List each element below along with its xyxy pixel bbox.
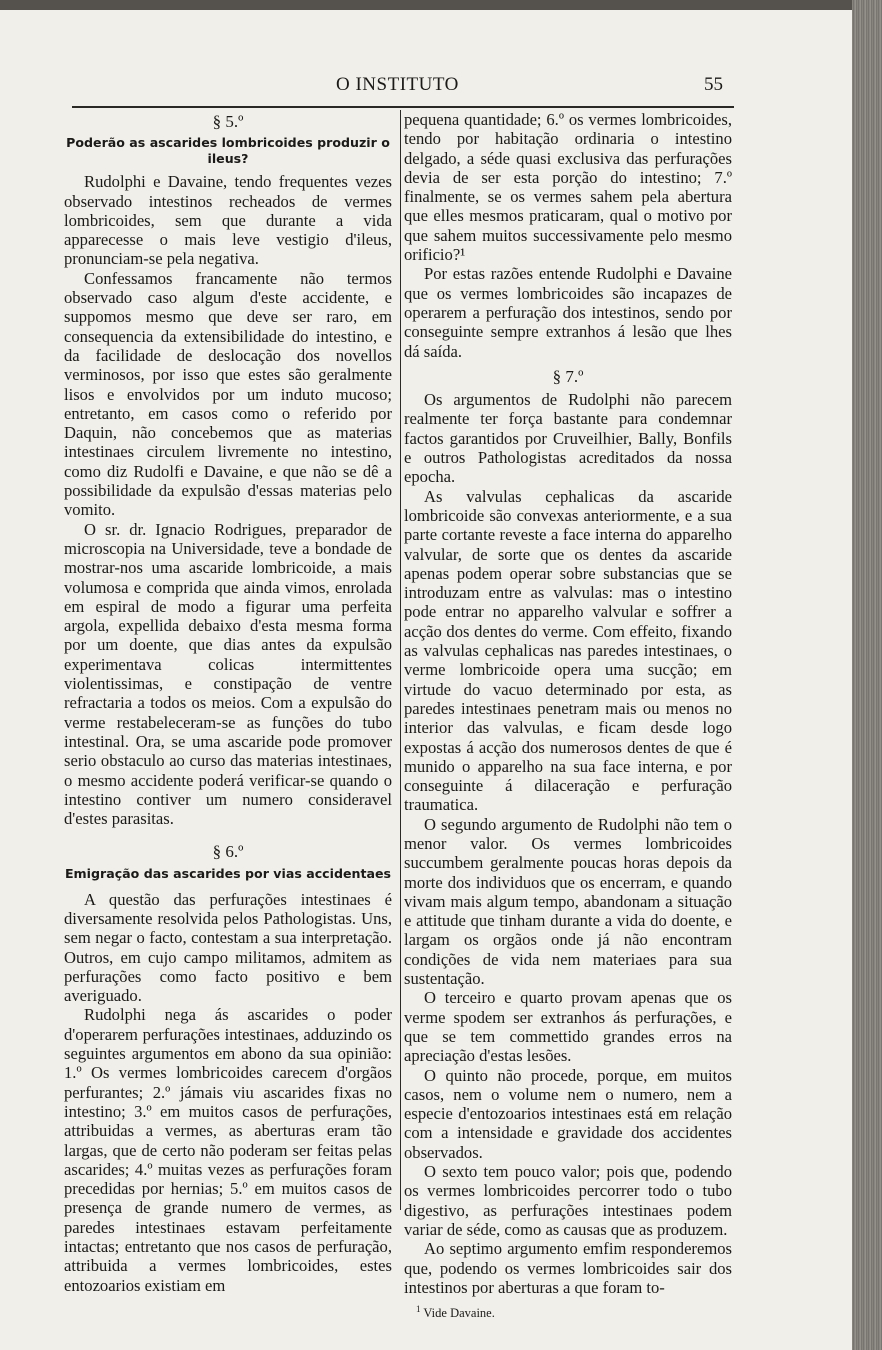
section-5-heading: § 5.º bbox=[212, 112, 244, 131]
section-5-title: Poderão as ascarides lombricoides produzir o ileus? bbox=[66, 135, 390, 167]
paragraph: Os argumentos de Rudolphi não parecem realmente ter força bastante para condemnar factos garantidos por Cruveilhier, Bally, Bonfils e outros Pathologistas acreditados da nossa epocha. bbox=[404, 390, 732, 487]
page-number: 55 bbox=[704, 74, 723, 95]
running-title: O INSTITUTO bbox=[336, 74, 459, 95]
paragraph: O segundo argumento de Rudolphi não tem o menor valor. Os vermes lombricoides succumbem geralmente poucas horas depois da morte dos individuos que os encerram, e quando vivam mais algum tempo, abandonam a situação e attitude que tinham durante a vida do doente, e largam os orgãos onde já não encontram condições de vida nem materiaes para sua sustentação. bbox=[404, 814, 732, 989]
paragraph: O terceiro e quarto provam apenas que os verme spodem ser extranhos ás perfurações, e que se tem commettido grandes erros na apreciação d'estas lesões. bbox=[404, 988, 732, 1066]
paragraph: O quinto não procede, porque, em muitos casos, nem o volume nem o numero, nem a especie d'entozoarios intestinaes está em relação com a intensidade e gravidade dos accidentes observados. bbox=[404, 1065, 732, 1162]
footnote-text: Vide Davaine. bbox=[423, 1306, 495, 1321]
section-7-heading: § 7.º bbox=[552, 366, 584, 386]
paragraph: Rudolphi e Davaine, tendo frequentes vezes observado intestinos recheados de vermes lombricoides, sem que durante a vida apparecesse o mais leve vestigio d'ileus, pronunciam-se pela negativa. bbox=[64, 172, 392, 269]
header-rule bbox=[72, 106, 734, 108]
right-column bbox=[404, 110, 732, 1324]
section-6-title: Emigração das ascarides por vias accidentaes bbox=[64, 865, 392, 881]
paragraph: Confessamos francamente não termos observado caso algum d'este accidente, e suppomos mesmo que deve ser raro, em consequencia da extensibilidade do intestino, e da facilidade de deslocação dos novellos verminosos, por isso que estes são geralmente lisos e envolvidos por um induto mucoso; entretanto, em casos como o referido por Daquin, não concebemos que as materias intestinaes circulem livremente no intestino, como diz Rudolfi e Davaine, e que não se dê a possibilidade da expulsão d'essas materias pelo vomito. bbox=[64, 268, 392, 520]
paragraph: O sr. dr. Ignacio Rodrigues, preparador de microscopia na Universidade, teve a bondade de mostrar-nos uma ascaride lombricoide, a mais volumosa e comprida que ainda vimos, enrolada em espiral de modo a figurar uma perfeita argola, expellida debaixo d'esta mesma forma por um doente, que dias antes da expulsão experimentava colicas intermittentes violentissimas, e constipação de ventre refractaria a todos os meios. Com a expulsão do verme restabeleceram-se as funções do tubo intestinal. Ora, se uma ascaride pode promover serio obstaculo ao curso das materias intestinaes, o mesmo accidente poderá verificar-se quando o intestino contiver um numero consideravel d'estes parasitas. bbox=[64, 519, 392, 829]
paragraph: As valvulas cephalicas da ascaride lombricoide são convexas anteriormente, e a sua parte cortante reveste a face interna do apparelho valvular, de sorte que os dentes da ascaride apenas podem operar sobre substancias que se introduzam entre as valvulas: mas o intestino pode entrar no apparelho valvular e soffrer a acção dos dentes do verme. Com effeito, fixando as valvulas cephalicas nas paredes intestinaes, o verme lombricoide opera uma sucção; em virtude do vacuo determinado por esta, as paredes intestinaes penetram mais ou menos no interior das valvulas, e ficam desde logo expostas á acção dos numerosos dentes de que é munido o apparelho na sua face interna, e por conseguinte á dilaceração e perfuração traumatica. bbox=[404, 486, 732, 815]
left-column bbox=[64, 110, 392, 1295]
paragraph: pequena quantidade; 6.º os vermes lombricoides, tendo por habitação ordinaria o intestino delgado, a séde quasi exclusiva das perfurações devia de ser esta porção do intestino; 7.º finalmente, se os vermes sahem pela abertura que elles mesmos praticaram, qual o motivo por que sahem muitos successivamente pelo mesmo orificio?¹ bbox=[404, 110, 732, 265]
paragraph: A questão das perfurações intestinaes é diversamente resolvida pelos Pathologistas. Uns, sem negar o facto, contestam a sua interpretação. Outros, em cujo campo militamos, admitem as perfurações como facto positivo e bem averiguado. bbox=[64, 889, 392, 1006]
book-page bbox=[0, 10, 852, 1350]
footnote-mark: 1 bbox=[416, 1304, 421, 1315]
section-6-heading: § 6.º bbox=[212, 842, 244, 862]
paragraph: O sexto tem pouco valor; pois que, podendo os vermes lombricoides percorrer todo o tubo digestivo, as perfurações intestinaes podem variar de séde, como as causas que as produzem. bbox=[404, 1162, 732, 1239]
book-edge bbox=[852, 0, 882, 1350]
footnote bbox=[404, 1300, 732, 1323]
paragraph: Ao septimo argumento emfim responderemos que, podendo os vermes lombricoides sair dos intestinos por aberturas a que foram to- bbox=[404, 1239, 732, 1297]
scan-top-band bbox=[0, 0, 882, 10]
page-header bbox=[0, 74, 852, 98]
paragraph: Rudolphi nega ás ascarides o poder d'operarem perfurações intestinaes, adduzindo os seguintes argumentos em abono da sua opinião: 1.º Os vermes lombricoides carecem d'orgãos perfurantes; 2.º jámais viu ascarides fixas no intestino; 3.º em muitos casos de perfurações, attribuidas a vermes, as aberturas eram tão largas, que de certo não poderam ser feitas pelas ascarides; 4.º muitas vezes as perfurações foram precedidas por hernias; 5.º em muitos casos de presença de grande numero de vermes, as paredes intestinaes estavam perfeitamente intactas; entretanto que nos casos de perfuração, attribuida a vermes lombricoides, estes entozoarios existiam em bbox=[64, 1005, 392, 1295]
paragraph: Por estas razões entende Rudolphi e Davaine que os vermes lombricoides são incapazes de operarem a perfuração dos intestinos, sendo por conseguinte sempre extranhos á lesão que lhes dá saída. bbox=[404, 264, 732, 361]
column-divider bbox=[400, 110, 401, 1210]
